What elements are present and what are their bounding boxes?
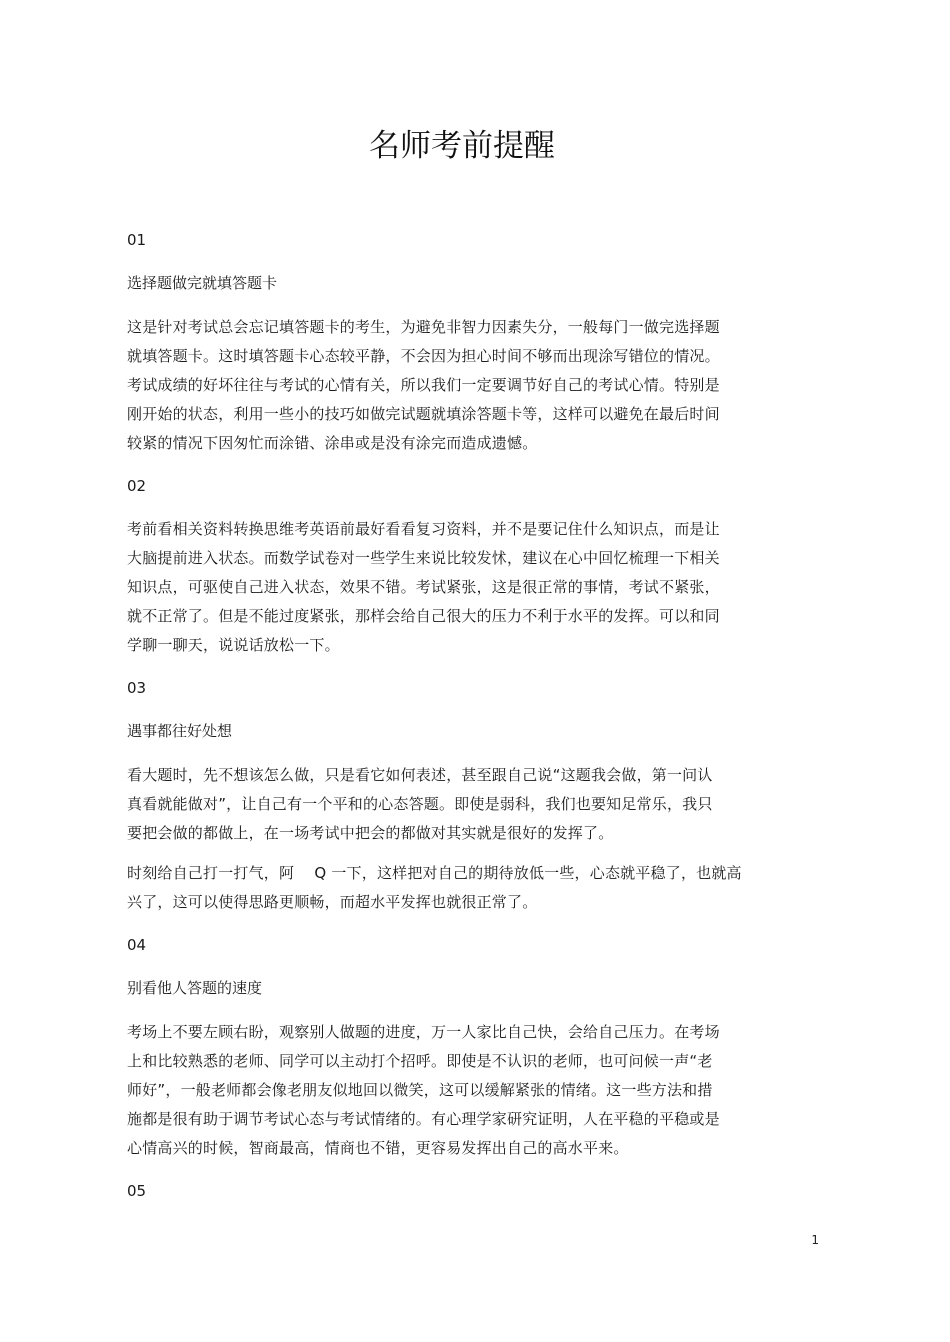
section-02 — [127, 472, 787, 660]
section-number: 01 — [127, 231, 147, 249]
document-body — [127, 226, 787, 1205]
text-line: 就填答题卡。这时填答题卡心态较平静，不会因为担心时间不够而出现涂写错位的情况。 — [127, 347, 720, 365]
text-line: 较紧的情况下因匆忙而涂错、涂串或是没有涂完而造成遗憾。 — [127, 434, 538, 452]
section-05 — [127, 1177, 787, 1205]
text-line: 这是针对考试总会忘记填答题卡的考生，为避免非智力因素失分，一般每门一做完选择题 — [127, 318, 720, 336]
page-title: 名师考前提醒 — [369, 128, 555, 164]
section-03 — [127, 674, 787, 917]
section-number: 03 — [127, 679, 147, 697]
section-subtitle: 选择题做完就填答题卡 — [127, 274, 278, 292]
text-line: 刚开始的状态，利用一些小的技巧如做完试题就填涂答题卡等，这样可以避免在最后时间 — [127, 405, 720, 423]
section-subtitle: 别看他人答题的速度 — [127, 979, 263, 997]
section-number: 04 — [127, 936, 147, 954]
text-line: 知识点，可驱使自己进入状态，效果不错。考试紧张，这是很正常的事情，考试不紧张， — [127, 578, 720, 596]
text-line: 学聊一聊天，说说话放松一下。 — [127, 636, 340, 654]
text-line: 考试成绩的好坏往往与考试的心情有关，所以我们一定要调节好自己的考试心情。特别是 — [127, 376, 720, 394]
section-number: 05 — [127, 1182, 147, 1200]
text-line: 时刻给自己打一打气，阿 Q 一下，这样把对自己的期待放低一些，心态就平稳了，也就高 — [127, 864, 742, 882]
text-line: 大脑提前进入状态。而数学试卷对一些学生来说比较发怵，建议在心中回忆梳理一下相关 — [127, 549, 720, 567]
text-line: 上和比较熟悉的老师、同学可以主动打个招呼。即使是不认识的老师，也可问候一声“老 — [127, 1052, 713, 1070]
text-line: 真看就能做对”，让自己有一个平和的心态答题。即使是弱科，我们也要知足常乐，我只 — [127, 795, 713, 813]
text-line: 就不正常了。但是不能过度紧张，那样会给自己很大的压力不利于水平的发挥。可以和同 — [127, 607, 720, 625]
section-number: 02 — [127, 477, 147, 495]
text-line: 要把会做的都做上，在一场考试中把会的都做对其实就是很好的发挥了。 — [127, 824, 614, 842]
text-line: 施都是很有助于调节考试心态与考试情绪的。有心理学家研究证明，人在平稳的平稳或是 — [127, 1110, 720, 1128]
paragraph — [127, 313, 787, 458]
text-line: 看大题时，先不想该怎么做，只是看它如何表述，甚至跟自己说“这题我会做，第一问认 — [127, 766, 713, 784]
paragraph — [127, 761, 787, 848]
text-line: 兴了，这可以使得思路更顺畅，而超水平发挥也就很正常了。 — [127, 893, 538, 911]
text-line: 师好”，一般老师都会像老朋友似地回以微笑，这可以缓解紧张的情绪。这一些方法和措 — [127, 1081, 713, 1099]
paragraph — [127, 515, 787, 660]
text-line: 考前看相关资料转换思维考英语前最好看看复习资料，并不是要记住什么知识点，而是让 — [127, 520, 720, 538]
text-line: 考场上不要左顾右盼，观察别人做题的进度，万一人家比自己快，会给自己压力。在考场 — [127, 1023, 720, 1041]
section-01 — [127, 226, 787, 458]
text-line: 心情高兴的时候，智商最高，情商也不错，更容易发挥出自己的高水平来。 — [127, 1139, 629, 1157]
paragraph — [127, 859, 787, 917]
section-subtitle: 遇事都往好处想 — [127, 722, 233, 740]
page-number: 1 — [811, 1233, 819, 1247]
paragraph — [127, 1018, 787, 1163]
section-04 — [127, 931, 787, 1163]
